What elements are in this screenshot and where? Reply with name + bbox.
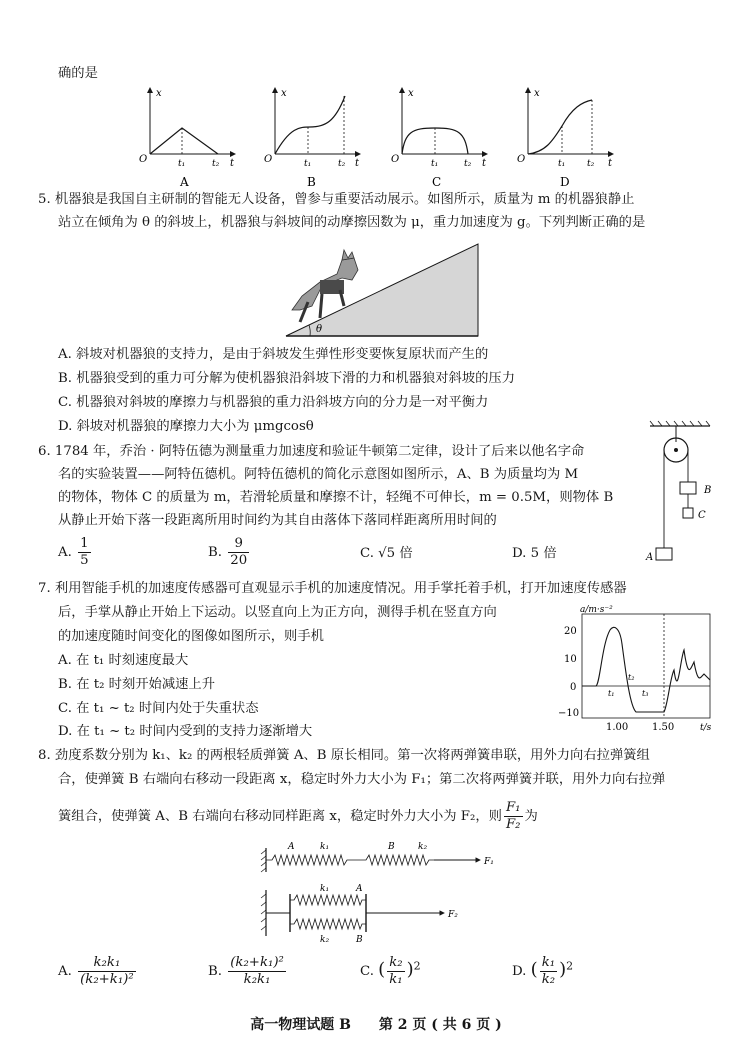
q4b-t2: t₂ bbox=[338, 159, 346, 169]
q8-option-a-letter: A. bbox=[58, 964, 72, 979]
q4c-label: C bbox=[432, 175, 442, 189]
q8-option-a-num: k₂k₁ bbox=[78, 955, 136, 972]
q6-option-a bbox=[58, 536, 93, 569]
q8-stem-line1: 8. 劲度系数分别为 k₁、k₂ 的两根轻质弹簧 A、B 原长相同。第一次将两弹簧串联，用外力向右拉弹簧组 bbox=[38, 748, 650, 763]
q4b-axis-y: x bbox=[281, 88, 287, 99]
q6-option-d: D. 5 倍 bbox=[512, 546, 557, 561]
spring-parallel-label-b: B bbox=[356, 935, 363, 945]
q8-stem-line3 bbox=[58, 800, 538, 833]
q4b-label: B bbox=[307, 175, 316, 189]
q4b-axis-x: t bbox=[355, 158, 360, 169]
q5-option-c: C. 机器狼对斜坡的摩擦力与机器狼的重力沿斜坡方向的分力是一对平衡力 bbox=[58, 395, 489, 410]
atwood-label-a: A bbox=[646, 552, 654, 563]
q8-ratio-num: F₁ bbox=[505, 800, 521, 815]
accel-graph-t2: t₂ bbox=[628, 673, 635, 682]
q8-option-c-num: k₂ bbox=[389, 955, 403, 970]
q4d-axis-x: t bbox=[608, 158, 613, 169]
q7-stem-line1: 7. 利用智能手机的加速度传感器可直观显示手机的加速度情况。用手掌托着手机，打开加速度传感器 bbox=[38, 581, 627, 596]
q4b-t1: t₁ bbox=[304, 159, 312, 169]
q8-stem-line2: 合，使弹簧 B 右端向右移动一段距离 x，稳定时外力大小为 F₁；第二次将两弹簧并联，用外力向右拉弹 bbox=[58, 772, 666, 787]
q6-stem-line2: 名的实验装置——阿特伍德机。阿特伍德机的简化示意图如图所示，A、B 为质量均为 M bbox=[58, 467, 579, 482]
q8-option-c-fraction bbox=[387, 955, 404, 988]
q4d-t2: t₂ bbox=[587, 159, 595, 169]
q8-option-d-num: k₁ bbox=[541, 955, 556, 970]
springs-parallel bbox=[261, 884, 458, 945]
q8-option-b-letter: B. bbox=[208, 964, 222, 979]
atwood-machine-figure bbox=[640, 420, 720, 565]
q7-option-b: B. 在 t₂ 时刻开始减速上升 bbox=[58, 677, 216, 692]
springs-series bbox=[261, 842, 494, 872]
q4a-axis-x: t bbox=[230, 158, 235, 169]
q6-option-b-letter: B. bbox=[208, 545, 222, 560]
q4d-label: D bbox=[560, 175, 570, 189]
q4c-t1: t₁ bbox=[431, 159, 439, 169]
q8-option-c: C. ( $\frac{\text{k₂}}{\text{k₁}}$ )$^2$ bbox=[360, 955, 421, 987]
q4c-t2: t₂ bbox=[464, 159, 472, 169]
accel-graph-ytick-10: 10 bbox=[564, 654, 577, 665]
page-footer: 高一物理试题 B 第 2 页 ( 共 6 页 ) bbox=[250, 1017, 502, 1033]
q6-option-a-letter: A. bbox=[58, 545, 72, 560]
atwood-label-b: B bbox=[704, 485, 712, 496]
q8-option-d-exp: 2 bbox=[566, 959, 574, 973]
q8-option-d-letter: D. bbox=[512, 964, 527, 979]
q6-option-b bbox=[208, 536, 251, 569]
q8-option-b bbox=[208, 955, 288, 988]
accel-graph-t1: t₁ bbox=[608, 689, 615, 698]
q7-stem-line2: 后，手掌从静止开始上下运动。以竖直向上为正方向，测得手机在竖直方向 bbox=[58, 605, 497, 620]
q4d-axis-y: x bbox=[534, 88, 540, 99]
q4d-origin: O bbox=[517, 154, 526, 165]
q4-graph-b bbox=[264, 88, 360, 189]
q4-graph-d bbox=[517, 88, 613, 189]
atwood-label-c: C bbox=[698, 510, 706, 521]
spring-series-label-f1: F₁ bbox=[484, 857, 494, 867]
q5-angle-label: θ bbox=[316, 324, 323, 335]
q4c-axis-x: t bbox=[482, 158, 487, 169]
q8-option-a-fraction bbox=[78, 955, 136, 988]
q6-stem-line3: 的物体，物体 C 的质量为 m，若滑轮质量和摩擦不计，轻绳不可伸长，m = 0.5M，则物体 B bbox=[58, 490, 614, 505]
q7-stem-line3: 的加速度随时间变化的图像如图所示，则手机 bbox=[58, 629, 324, 644]
q4d-t1: t₁ bbox=[558, 159, 566, 169]
q7-option-c: C. 在 t₁ ~ t₂ 时间内处于失重状态 bbox=[58, 701, 259, 716]
q6-option-b-fraction bbox=[228, 536, 249, 569]
q8-option-c-letter: C. bbox=[360, 964, 374, 979]
q5-slope-figure bbox=[282, 240, 482, 340]
q8-ratio-fraction bbox=[504, 800, 523, 833]
q8-option-a-den: (k₂+k₁)² bbox=[80, 972, 134, 987]
q6-stem-line1: 6. 1784 年，乔治 · 阿特伍德为测量重力加速度和验证牛顿第二定律，设计了后来以他名字命 bbox=[38, 444, 585, 459]
q8-option-d: D. ( $\frac{\text{k₁}}{\text{k₂}}$ )$^2$ bbox=[512, 955, 574, 987]
q4-tail-text: 确的是 bbox=[58, 66, 98, 81]
q6-option-b-num: 9 bbox=[228, 536, 249, 553]
spring-series-label-k1: k₁ bbox=[320, 842, 330, 852]
q8-option-b-fraction bbox=[228, 955, 286, 988]
acceleration-graph bbox=[556, 604, 716, 738]
q8-option-c-den: k₁ bbox=[389, 972, 403, 987]
accel-graph-ytick-20: 20 bbox=[564, 626, 577, 637]
accel-graph-xtick-1: 1.00 bbox=[606, 722, 629, 733]
spring-parallel-label-k2: k₂ bbox=[320, 935, 330, 945]
q6-option-a-num: 1 bbox=[80, 536, 89, 551]
q8-option-c-exp: 2 bbox=[413, 959, 421, 973]
accel-graph-xtick-2: 1.50 bbox=[652, 722, 675, 733]
q5-option-d: D. 斜坡对机器狼的摩擦力大小为 μmgcosθ bbox=[58, 419, 314, 434]
accel-graph-t3: t₃ bbox=[642, 689, 649, 698]
q6-stem-line4: 从静止开始下落一段距离所用时间约为其自由落体下落同样距离所用时间的 bbox=[58, 513, 497, 528]
q8-option-b-den: k₂k₁ bbox=[243, 972, 271, 987]
q6-option-c: C. √5 倍 bbox=[360, 546, 413, 561]
accel-graph-ytick-0: 0 bbox=[570, 682, 577, 693]
q8-stem-line3-text: 簧组合，使弹簧 A、B 右端向右移动同样距离 x，稳定时外力大小为 F₂，则 bbox=[58, 809, 502, 824]
q5-option-b: B. 机器狼受到的重力可分解为使机器狼沿斜坡下滑的力和机器狼对斜坡的压力 bbox=[58, 371, 516, 386]
q5-option-a: A. 斜坡对机器狼的支持力，是由于斜坡发生弹性形变要恢复原状而产生的 bbox=[58, 347, 489, 362]
q8-option-d-fraction bbox=[540, 955, 557, 988]
q6-option-a-fraction bbox=[78, 536, 90, 569]
q8-option-b-num: (k₂+k₁)² bbox=[230, 955, 284, 970]
q4b-origin: O bbox=[264, 154, 273, 165]
q4a-label: A bbox=[180, 175, 189, 189]
spring-parallel-label-a: A bbox=[356, 884, 363, 894]
q4-graph-a bbox=[139, 88, 235, 189]
spring-parallel-label-f2: F₂ bbox=[448, 910, 458, 920]
q4-graphs bbox=[130, 82, 630, 192]
spring-series-label-k2: k₂ bbox=[418, 842, 428, 852]
q8-stem-line3-tail: 为 bbox=[524, 809, 538, 824]
q4a-origin: O bbox=[139, 154, 148, 165]
q4a-t2: t₂ bbox=[212, 159, 220, 169]
q4c-axis-y: x bbox=[408, 88, 414, 99]
q8-option-a bbox=[58, 955, 138, 988]
spring-series-label-a: A bbox=[288, 842, 295, 852]
q5-stem-line2: 站立在倾角为 θ 的斜坡上，机器狼与斜坡间的动摩擦因数为 μ，重力加速度为 g。下列判断正确的是 bbox=[58, 215, 646, 230]
spring-parallel-label-k1: k₁ bbox=[320, 884, 330, 894]
q6-option-b-den: 20 bbox=[230, 553, 248, 568]
q7-option-a: A. 在 t₁ 时刻速度最大 bbox=[58, 653, 189, 668]
q6-option-a-den: 5 bbox=[80, 553, 89, 568]
accel-graph-ylabel: a/m·s⁻² bbox=[580, 605, 613, 615]
q5-stem-line1: 5. 机器狼是我国自主研制的智能无人设备，曾参与重要活动展示。如图所示，质量为 m 的机器狼静止 bbox=[38, 192, 635, 207]
q7-option-d: D. 在 t₁ ~ t₂ 时间内受到的支持力逐渐增大 bbox=[58, 724, 313, 739]
q8-ratio-den: F₂ bbox=[505, 817, 521, 832]
spring-series-label-b: B bbox=[388, 842, 395, 852]
accel-graph-ytick-neg10: −10 bbox=[558, 708, 580, 719]
q4-graph-c bbox=[391, 88, 487, 189]
q4a-axis-y: x bbox=[156, 88, 162, 99]
q4a-t1: t₁ bbox=[178, 159, 186, 169]
q4c-origin: O bbox=[391, 154, 400, 165]
springs-figure bbox=[258, 836, 508, 946]
q8-option-d-den: k₂ bbox=[541, 972, 556, 987]
accel-graph-xlabel: t/s bbox=[700, 723, 712, 733]
